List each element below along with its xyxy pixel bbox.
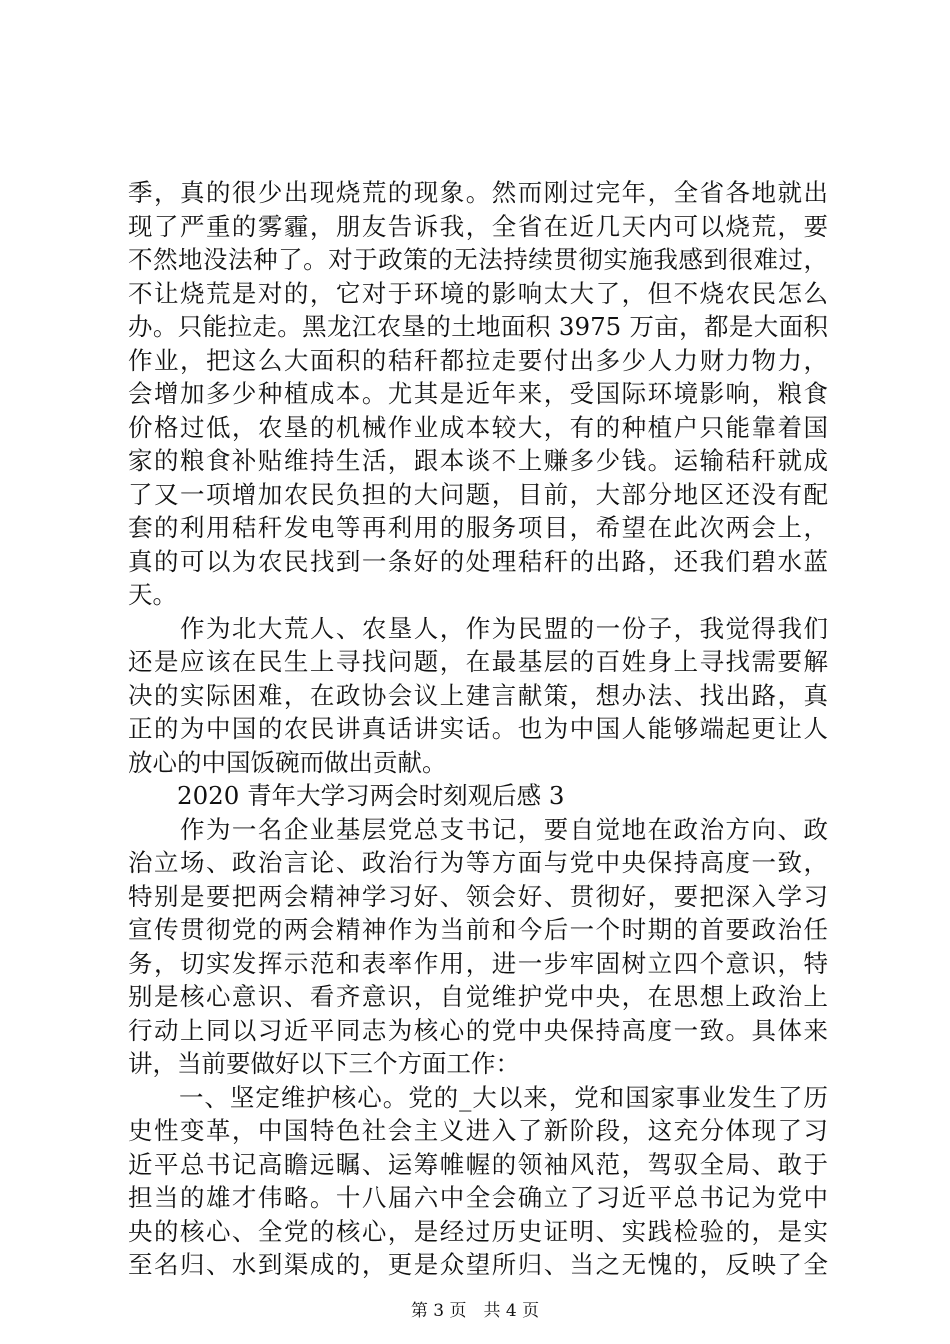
text-line: 别是核心意识、看齐意识，自觉维护党中央，在思想上政治上	[128, 982, 828, 1011]
text-line: 担当的雄才伟略。十八届六中全会确立了习近平总书记为党中	[128, 1183, 828, 1212]
text-line: 不让烧荒是对的，它对于环境的影响太大了，但不烧农民怎么	[128, 278, 828, 308]
text-line: 了又一项增加农民负担的大问题，目前，大部分地区还没有配	[128, 479, 828, 509]
text-line: 作业，把这么大面积的秸秆都拉走要付出多少人力财力物力，	[128, 345, 828, 375]
text-line: 作为北大荒人、农垦人，作为民盟的一份子，我觉得我们	[128, 613, 828, 643]
page-footer: 第 3 页 共 4 页	[410, 1301, 540, 1321]
text-line: 史性变革，中国特色社会主义进入了新阶段，这充分体现了习	[128, 1116, 828, 1145]
text-line: 央的核心、全党的核心，是经过历史证明、实践检验的，是实	[128, 1216, 828, 1246]
text-line: 务，切实发挥示范和表率作用，进一步牢固树立四个意识，特	[128, 948, 828, 978]
text-line: 不然地没法种了。对于政策的无法持续贯彻实施我感到很难过，	[128, 245, 828, 274]
text-line: 家的粮食补贴维持生活，跟本谈不上赚多少钱。运输秸秆就成	[128, 446, 828, 475]
text-line: 会增加多少种植成本。尤其是近年来，受国际环境影响，粮食	[128, 379, 828, 408]
section-heading: 2020 青年大学习两会时刻观后感 3	[128, 781, 565, 810]
text-line: 套的利用秸秆发电等再利用的服务项目，希望在此次两会上，	[128, 513, 828, 542]
text-line: 办。只能拉走。黑龙江农垦的土地面积 3975 万亩，都是大面积	[128, 312, 828, 341]
text-line: 正的为中国的农民讲真话讲实话。也为中国人能够端起更让人	[128, 714, 828, 743]
text-line: 天。	[128, 580, 177, 609]
text-line: 还是应该在民生上寻找问题，在最基层的百姓身上寻找需要解	[128, 647, 828, 676]
text-line: 现了严重的雾霾，朋友告诉我，全省在近几天内可以烧荒，要	[128, 211, 828, 241]
text-line: 真的可以为农民找到一条好的处理秸秆的出路，还我们碧水蓝	[128, 546, 828, 576]
text-line: 讲，当前要做好以下三个方面工作：	[128, 1049, 520, 1078]
text-line: 特别是要把两会精神学习好、领会好、贯彻好，要把深入学习	[128, 881, 828, 911]
text-line: 一、坚定维护核心。党的_大以来，党和国家事业发生了历	[128, 1082, 828, 1112]
text-line: 近平总书记高瞻远瞩、运筹帷幄的领袖风范，驾驭全局、敢于	[128, 1149, 828, 1179]
text-line: 季，真的很少出现烧荒的现象。然而刚过完年，全省各地就出	[128, 178, 828, 207]
text-line: 决的实际困难，在政协会议上建言献策，想办法、找出路，真	[128, 680, 828, 710]
text-line: 至名归、水到渠成的，更是众望所归、当之无愧的，反映了全	[128, 1250, 828, 1279]
text-line: 宣传贯彻党的两会精神作为当前和今后一个时期的首要政治任	[128, 915, 828, 944]
text-line: 价格过低，农垦的机械作业成本较大，有的种植户只能靠着国	[128, 412, 828, 442]
text-line: 放心的中国饭碗而做出贡献。	[128, 747, 447, 777]
text-line: 治立场、政治言论、政治行为等方面与党中央保持高度一致，	[128, 848, 828, 877]
text-line: 行动上同以习近平同志为核心的党中央保持高度一致。具体来	[128, 1015, 828, 1045]
text-line: 作为一名企业基层党总支书记，要自觉地在政治方向、政	[128, 814, 828, 844]
